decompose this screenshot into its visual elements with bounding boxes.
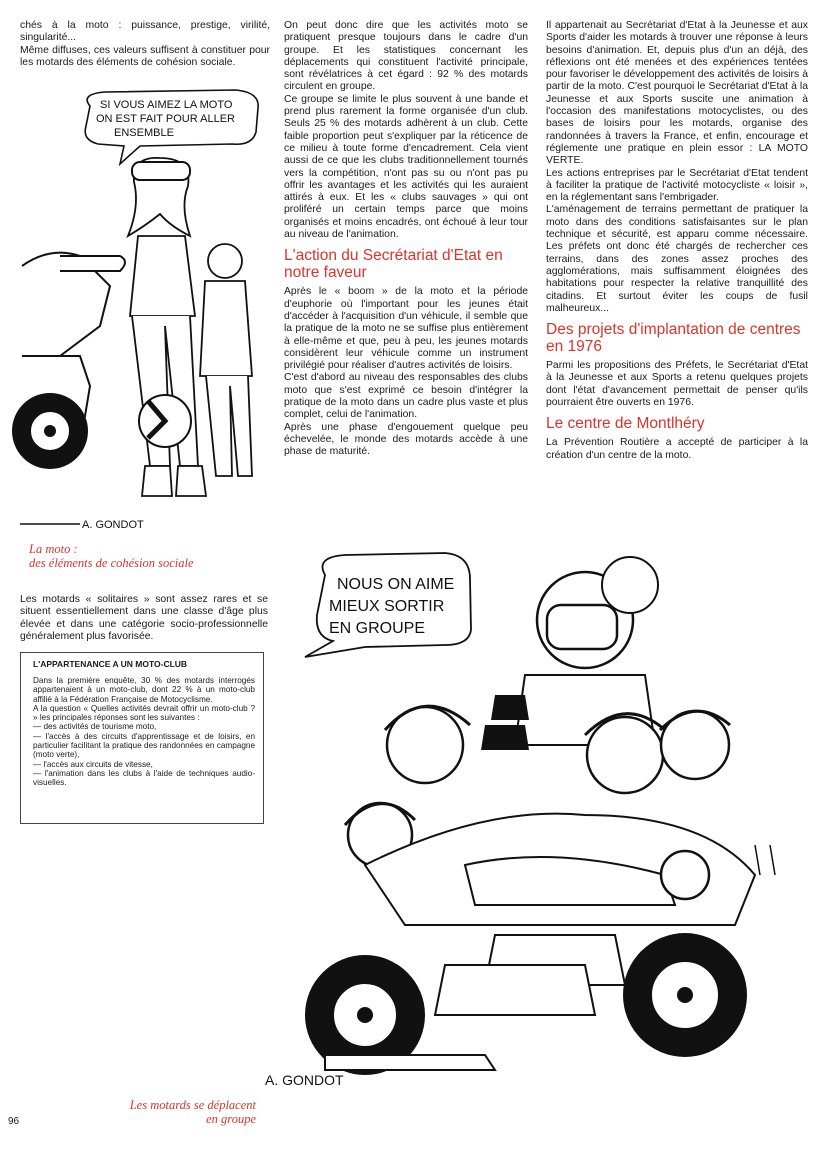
cartoon1-signature: A. GONDOT: [82, 519, 144, 531]
bubble1-line1: SI VOUS AIMEZ LA MOTO: [100, 99, 233, 111]
list-item: — l'animation dans les clubs à l'aide de techniques audio-visuelles.: [33, 768, 255, 788]
paragraph: Parmi les propositions des Préfets, le Secrétariat d'Etat à la Jeunesse et aux Sports a retenu quelques projets dont l'état d'avancement permettait de penser qu'ils pourraient être ouverts en 1976.: [546, 360, 808, 409]
paragraph: Après le « boom » de la moto et la période d'euphorie où l'important pour les jeunes était d'accéder à l'acquisition d'un véhicule, il semble que la pratique de la moto ne se suffise plus entièrement à elle-même et que, peu à peu, les jeunes motards considèrent leur véhicule comme un instrument privilégié pour réaliser d'autres activités de loisirs.: [284, 286, 528, 372]
paragraph: Les actions entreprises par le Secrétariat d'Etat tendent à faciliter la pratique de l'activité motocycliste « loisir », en la réglementant sans l'embrigader.: [546, 167, 808, 204]
box-title: L'APPARTENANCE A UN MOTO-CLUB: [33, 659, 188, 669]
intro-paragraph-2: Même diffuses, ces valeurs suffisent à constituer pour les motards des éléments de cohésion sociale.: [20, 44, 270, 68]
box-text: Dans la première enquête, 30 % des motards interrogés appartenaient à un moto-club, dont 22 % à un moto-club affilié à la Fédération Française de Motocyclisme.: [33, 676, 255, 704]
solitaires-text: Les motards « solitaires » sont assez rares et se situent essentiellement dans une classe d'âge plus élevée et dans une catégorie socio-professionnelle généralement plus favorisée.: [20, 594, 268, 642]
cartoon-woman-with-motorcycle: [20, 86, 270, 536]
page-number: 96: [8, 1116, 20, 1127]
caption1-line1: La moto :: [29, 542, 78, 556]
paragraph: On peut donc dire que les activités moto se pratiquent presque toujours dans le cadre d'un groupe. Et les statistiques concernant les déplacements qui constituent l'activité principale, sont révélatrices à cet égard : 92 % des motards circulent en groupe.: [284, 20, 528, 93]
cartoon-group-on-motorcycle: [265, 545, 820, 1090]
bubble2-line3: EN GROUPE: [329, 620, 426, 637]
paragraph: L'aménagement de terrains permettant de pratiquer la moto dans des conditions satisfaisantes sur le plan technique et sécurité, est apparu comme nécessaire. Les préfets ont donc été chargés de rechercher ces terrains, dans des zones assez proches des agglomérations, mais suffisamment éloignées des habitations pour respecter la relative tranquillité des citadins. Et surtout éviter les coups de fusil malheureux...: [546, 204, 808, 314]
paragraph: La Prévention Routière a accepté de participer à la création d'un centre de la moto.: [546, 437, 808, 461]
list-item: — l'accès aux circuits de vitesse,: [33, 759, 153, 769]
caption-group: [70, 1098, 256, 1126]
intro-paragraph: chés à la moto : puissance, prestige, virilité, singularité...: [20, 20, 270, 44]
bubble1-line2: ON EST FAIT POUR ALLER: [96, 113, 235, 125]
middle-column: [284, 20, 528, 459]
paragraph: Ce groupe se limite le plus souvent à une bande et prend plus rarement la forme organisée d'un club. Seuls 25 % des motards adhèrent à un club. Cette faible proportion peut s'expliquer par la réticence de ce milieu à toute forme d'encadrement. Cela vient aussi de ce que les clubs traditionnellement tournés vers la compétition, n'ont pas su ou n'ont pas pu offrir les avantages et les activités qui les auraient attirés à eux. Et les « clubs sauvages » qui ont proliféré un certain temps parce que moins organisés et moins encadrés, ont échoué à leur tour au niveau de l'animation.: [284, 93, 528, 241]
cartoon2-signature: A. GONDOT: [265, 1072, 344, 1088]
list-item: — l'accès à des circuits d'apprentissage et de loisirs, en particulier facilitant la pratique des randonnées en campagne (moto verte),: [33, 731, 255, 760]
list-item: — des activités de tourisme moto,: [33, 722, 157, 732]
left-column-intro: [20, 20, 270, 69]
caption-cohesion: [29, 542, 259, 570]
caption2-line2: en groupe: [206, 1112, 256, 1126]
right-column: [546, 20, 808, 462]
solitaires-paragraph: [20, 594, 268, 643]
paragraph: Il appartenait au Secrétariat d'Etat à la Jeunesse et aux Sports d'aider les motards à trouver une réponse à leurs besoins d'animation. Et, depuis plus d'un an déjà, des réflexions ont été menées et des expériences tentées pour favoriser le développement des activités de loisirs à partir de la moto. C'est pourquoi le Secrétariat d'Etat à la Jeunesse et aux Sports suscite une animation à l'occasion des manifestations motocyclistes, ou des bases de loisirs pour les motards, organise des randonnées à travers la France, et enfin, encourage et réglemente une pratique en plein essor : LA MOTO VERTE.: [546, 20, 808, 167]
caption2-line1: Les motards se déplacent: [129, 1098, 256, 1112]
caption1-line2: des éléments de cohésion sociale: [29, 556, 194, 570]
paragraph: C'est d'abord au niveau des responsables des clubs moto que s'est exprimé ce besoin d'intégrer la pratique de la moto dans un cadre plus vaste et plus complet, celui de l'animation.: [284, 372, 528, 421]
section-heading-montlhery: Le centre de Montlhéry: [546, 415, 705, 433]
paragraph: Après une phase d'engouement quelque peu échevelée, le monde des motards accède à une phase de maturité.: [284, 421, 528, 458]
bubble2-line2: MIEUX SORTIR: [329, 598, 445, 615]
moto-club-box: [20, 652, 264, 824]
section-heading-projets: Des projets d'implantation de centres en 1976: [546, 321, 801, 356]
box-question: A la question « Quelles activités devrait offrir un moto-club ? » les principales réponses sont les suivantes :: [33, 703, 255, 723]
bubble2-line1: NOUS ON AIME: [337, 576, 455, 593]
bubble1-line3: ENSEMBLE: [114, 127, 174, 139]
section-heading-action: L'action du Secrétariat d'Etat en notre faveur: [284, 247, 503, 282]
box-list: [33, 722, 255, 787]
